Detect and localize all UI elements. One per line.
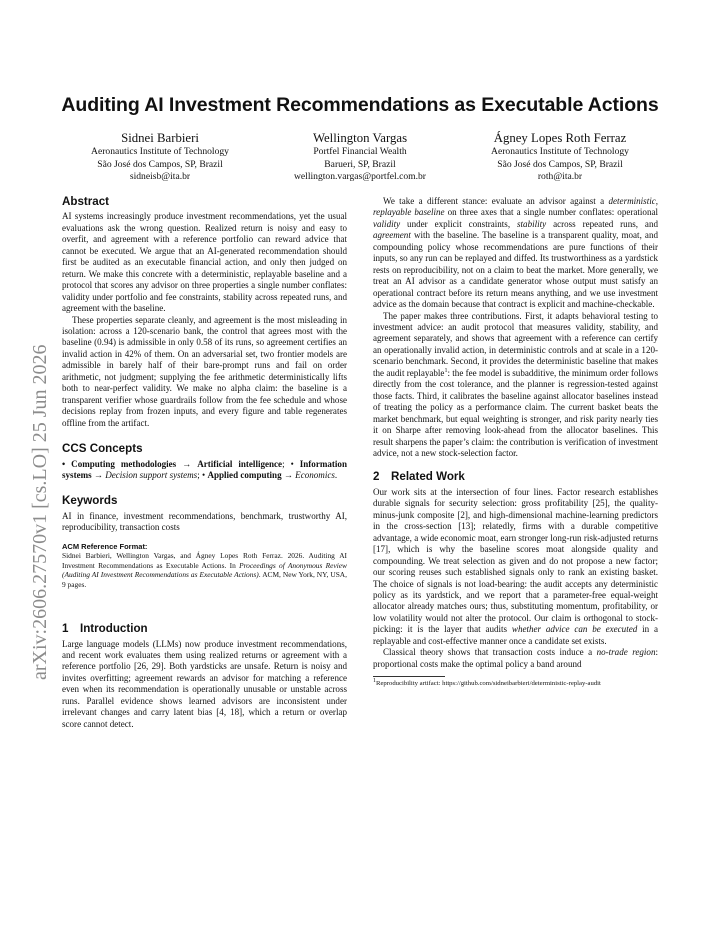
author-name: Ágney Lopes Roth Ferraz	[493, 131, 627, 145]
author-location: Barueri, SP, Brazil	[324, 158, 396, 170]
footnote-number: 1	[373, 677, 376, 684]
intro-paragraph-3	[373, 311, 658, 460]
author-name: Wellington Vargas	[312, 131, 408, 145]
left-column	[62, 196, 347, 730]
emphasis: deterministic, replayable baseline	[373, 196, 658, 218]
ccs-sep: →	[91, 469, 106, 480]
emphasis: whether advice can be executed	[511, 624, 638, 635]
author-2	[260, 130, 460, 184]
acm-reference-heading: ACM Reference Format:	[62, 541, 148, 551]
ccs-sep: →	[281, 469, 296, 480]
ccs-term: Artificial intelligence	[197, 458, 283, 469]
ccs-sep: ; •	[197, 469, 208, 480]
text-run: : proportional costs make the optimal policy a band around	[373, 647, 658, 669]
emphasis: no-trade region	[596, 647, 656, 658]
author-email[interactable]: roth@ita.br	[537, 171, 583, 183]
text-run: on three axes that a single number conflates: operational	[444, 207, 658, 218]
section-title: Introduction	[80, 622, 148, 636]
text-run: The paper makes three contributions. First, it adapts behavioral testing to investment advice: an audit protocol that measures validity, stability, and agreement separately, and shows that agreement with a reference can certify an operationally invalid action, in deterministic controls and at scale in a 120-scenario benchmark. Second, it provides the deterministic baseline that makes the audit replayable	[373, 310, 658, 378]
text-run: : the fee model is subadditive, the minimum order follows directly from the cost tolerance, and the planner is regression-tested against those facts. Third, it calibrates the baseline against allocator baselines instead of treating the policy as a performance claim. The current basket beats the market benchmark, but equal weighting is stronger, and risk parity nearly ties it on Sharpe after removing look-ahead from the allocator baselines. This result sharpens the paper’s claim: the contribution is verification of investment advice, not a new stock-selection factor.	[373, 367, 658, 458]
ccs-heading: CCS Concepts	[62, 442, 143, 456]
author-3	[460, 130, 660, 184]
text-run: with the baseline. The baseline is a transparent quality, moat, and compounding policy whose recommendations are pure functions of their inputs, so any run can be replayed and diffed. Its trustworthiness as a yardstick rests on reproducibility, not on a claim to beat the market. More generally, we treat an AI advisor as a candidate generator whose output must satisfy an operational contract before its return means anything, and we use investment advice as the domain because that contract is explicit and machine-checkable.	[373, 230, 658, 310]
text-run: in a replayable and cost-effective manner once a candidate set exists.	[373, 624, 658, 646]
ccs-subterm: Decision support systems	[105, 469, 198, 480]
author-affiliation: Aeronautics Institute of Technology	[491, 146, 629, 157]
ccs-concepts	[62, 459, 347, 482]
abstract-heading: Abstract	[62, 195, 110, 208]
ccs-sep: ; •	[282, 458, 300, 469]
acm-ref-part: . ACM, New York, NY, USA, 9 pages.	[62, 570, 347, 589]
section-number: 2	[373, 470, 380, 484]
footnote-text[interactable]: Reproducibility artifact: https://github.com/sidneibarbieri/deterministic-replay-audit	[376, 680, 601, 688]
ccs-term: Information systems	[62, 458, 347, 480]
intro-paragraph-1: Large language models (LLMs) now produce investment recommendations, and recent work evaluates them using realized returns or agreement with a reference portfolio [26, 29]. Both yardsticks are unsafe. Return is noisy and invites overfitting; agreement rewards an advisor for matching a reference even when its recommendation is operationally unusable or unstable across runs. Parallel evidence shows learned advisors are inconsistent under irrelevant changes and carry latent bias [4, 18], which a return or overlap score cannot detect.	[62, 638, 347, 729]
author-block	[60, 130, 660, 184]
author-1	[60, 130, 260, 184]
related-work-paragraph-2	[373, 647, 658, 670]
author-email[interactable]: wellington.vargas@portfel.com.br	[293, 171, 426, 183]
acm-ref-part: Sidnei Barbieri, Wellington Vargas, and Ágney Lopes Roth Ferraz. 2026. Auditing AI Investment Recommendations as Executable Actions. In	[62, 551, 347, 570]
ccs-term: • Computing methodologies	[62, 458, 177, 469]
section-heading-related-work	[373, 471, 658, 482]
footnote	[373, 677, 658, 688]
author-name: Sidnei Barbieri	[121, 131, 199, 145]
footnote-rule	[373, 676, 445, 677]
author-affiliation: Aeronautics Institute of Technology	[91, 146, 229, 157]
ccs-term: Applied computing	[207, 469, 282, 480]
ccs-sep: →	[176, 458, 198, 469]
related-work-paragraph-1	[373, 487, 658, 647]
footnote-marker[interactable]: 1	[444, 367, 448, 374]
author-email[interactable]: sidneisb@ita.br	[129, 171, 191, 183]
abstract-paragraph-1: AI systems increasingly produce investment recommendations, yet the usual evaluations ask the wrong question. Realized return is noisy and easy to overfit, and agreement with a reference portfolio can reward advice that cannot be executed. We argue that an AI-generated recommendation should first be audited as an executable financial action, and only then judged on return. We make this concrete with a deterministic, replayable baseline and a protocol that scores any advisor on three properties a single number conflates: validity under portfolio and fee constraints, stability across repeated runs, and agreement with the baseline.	[62, 211, 347, 314]
arxiv-id: arXiv:2606.27570v1 [cs.LO] 25 Jun 2026	[29, 344, 51, 680]
text-run: Classical theory shows that transaction costs induce a	[383, 647, 597, 658]
paper-title: Auditing AI Investment Recommendations as Executable Actions	[61, 94, 659, 116]
author-location: São José dos Campos, SP, Brazil	[497, 158, 623, 170]
keywords-text: AI in finance, investment recommendations, benchmark, trustworthy AI, reproducibility, transaction costs	[62, 510, 347, 533]
section-number: 1	[62, 622, 69, 636]
section-heading-introduction	[62, 623, 347, 634]
acm-ref-venue: Proceedings of Anonymous Review (Auditing AI Investment Recommendations as Executable Actions)	[62, 560, 347, 580]
author-location: São José dos Campos, SP, Brazil	[97, 158, 223, 170]
ccs-subterm: Economics	[295, 469, 335, 480]
text-run: We take a different stance: evaluate an advisor against a	[383, 196, 609, 206]
abstract-paragraph-2: These properties separate cleanly, and agreement is the most misleading in isolation: across a 120-scenario bank, the control that agrees most with the baseline (0.94) is admissible in only 0.58 of its runs, so agreement certifies an invalid action in 42% of them. On an adversarial set, two frontier models are admissible in barely half of their bare-prompt runs and fail on order arithmetic, not judgment; supplying the fee arithmetic deterministically lifts both to near-perfect validity. We make no alpha claim: the baseline is a transparent verifier whose guardrails follow from the fee schedule and whose decisions replay from frozen inputs, and every figure and table regenerates offline from the artifact.	[62, 314, 347, 428]
author-affiliation: Portfel Financial Wealth	[313, 146, 407, 157]
right-column	[373, 196, 658, 688]
text-run: across repeated runs, and	[546, 218, 658, 229]
section-title: Related Work	[391, 470, 465, 484]
emphasis: agreement	[373, 230, 411, 241]
arxiv-stamp	[6, 190, 66, 690]
ccs-sep: .	[334, 469, 338, 480]
text-run: under explicit constraints,	[400, 218, 518, 229]
intro-paragraph-2	[373, 196, 658, 311]
emphasis: stability	[517, 218, 547, 229]
acm-reference-text	[62, 551, 347, 589]
emphasis: validity	[373, 218, 401, 229]
text-run: Our work sits at the intersection of four lines. Factor research establishes durable signals for security selection: gross profitability [25], the quality-minus-junk composite [2], and high-dimensional machine-learning predictors in the cross-section [13]; relatedly, firms with a durable competitive advantage, a wide economic moat, earn stronger long-run risk-adjusted returns [17], which is why the baseline scores moat alongside quality and compounding. We treat selection as given and do not propose a new factor; our scoring reuses such established signals only to rank an existing basket. The choice of signals is not load-bearing: the audit accepts any deterministic policy as its yardstick, and we report that a parameter-free equal-weight allocator already matches ours; thus, substituting momentum, profitability, or low volatility would not alter the protocol. Our claim is orthogonal to stock-picking: it is the layer that audits	[373, 486, 658, 635]
keywords-heading: Keywords	[62, 494, 118, 508]
